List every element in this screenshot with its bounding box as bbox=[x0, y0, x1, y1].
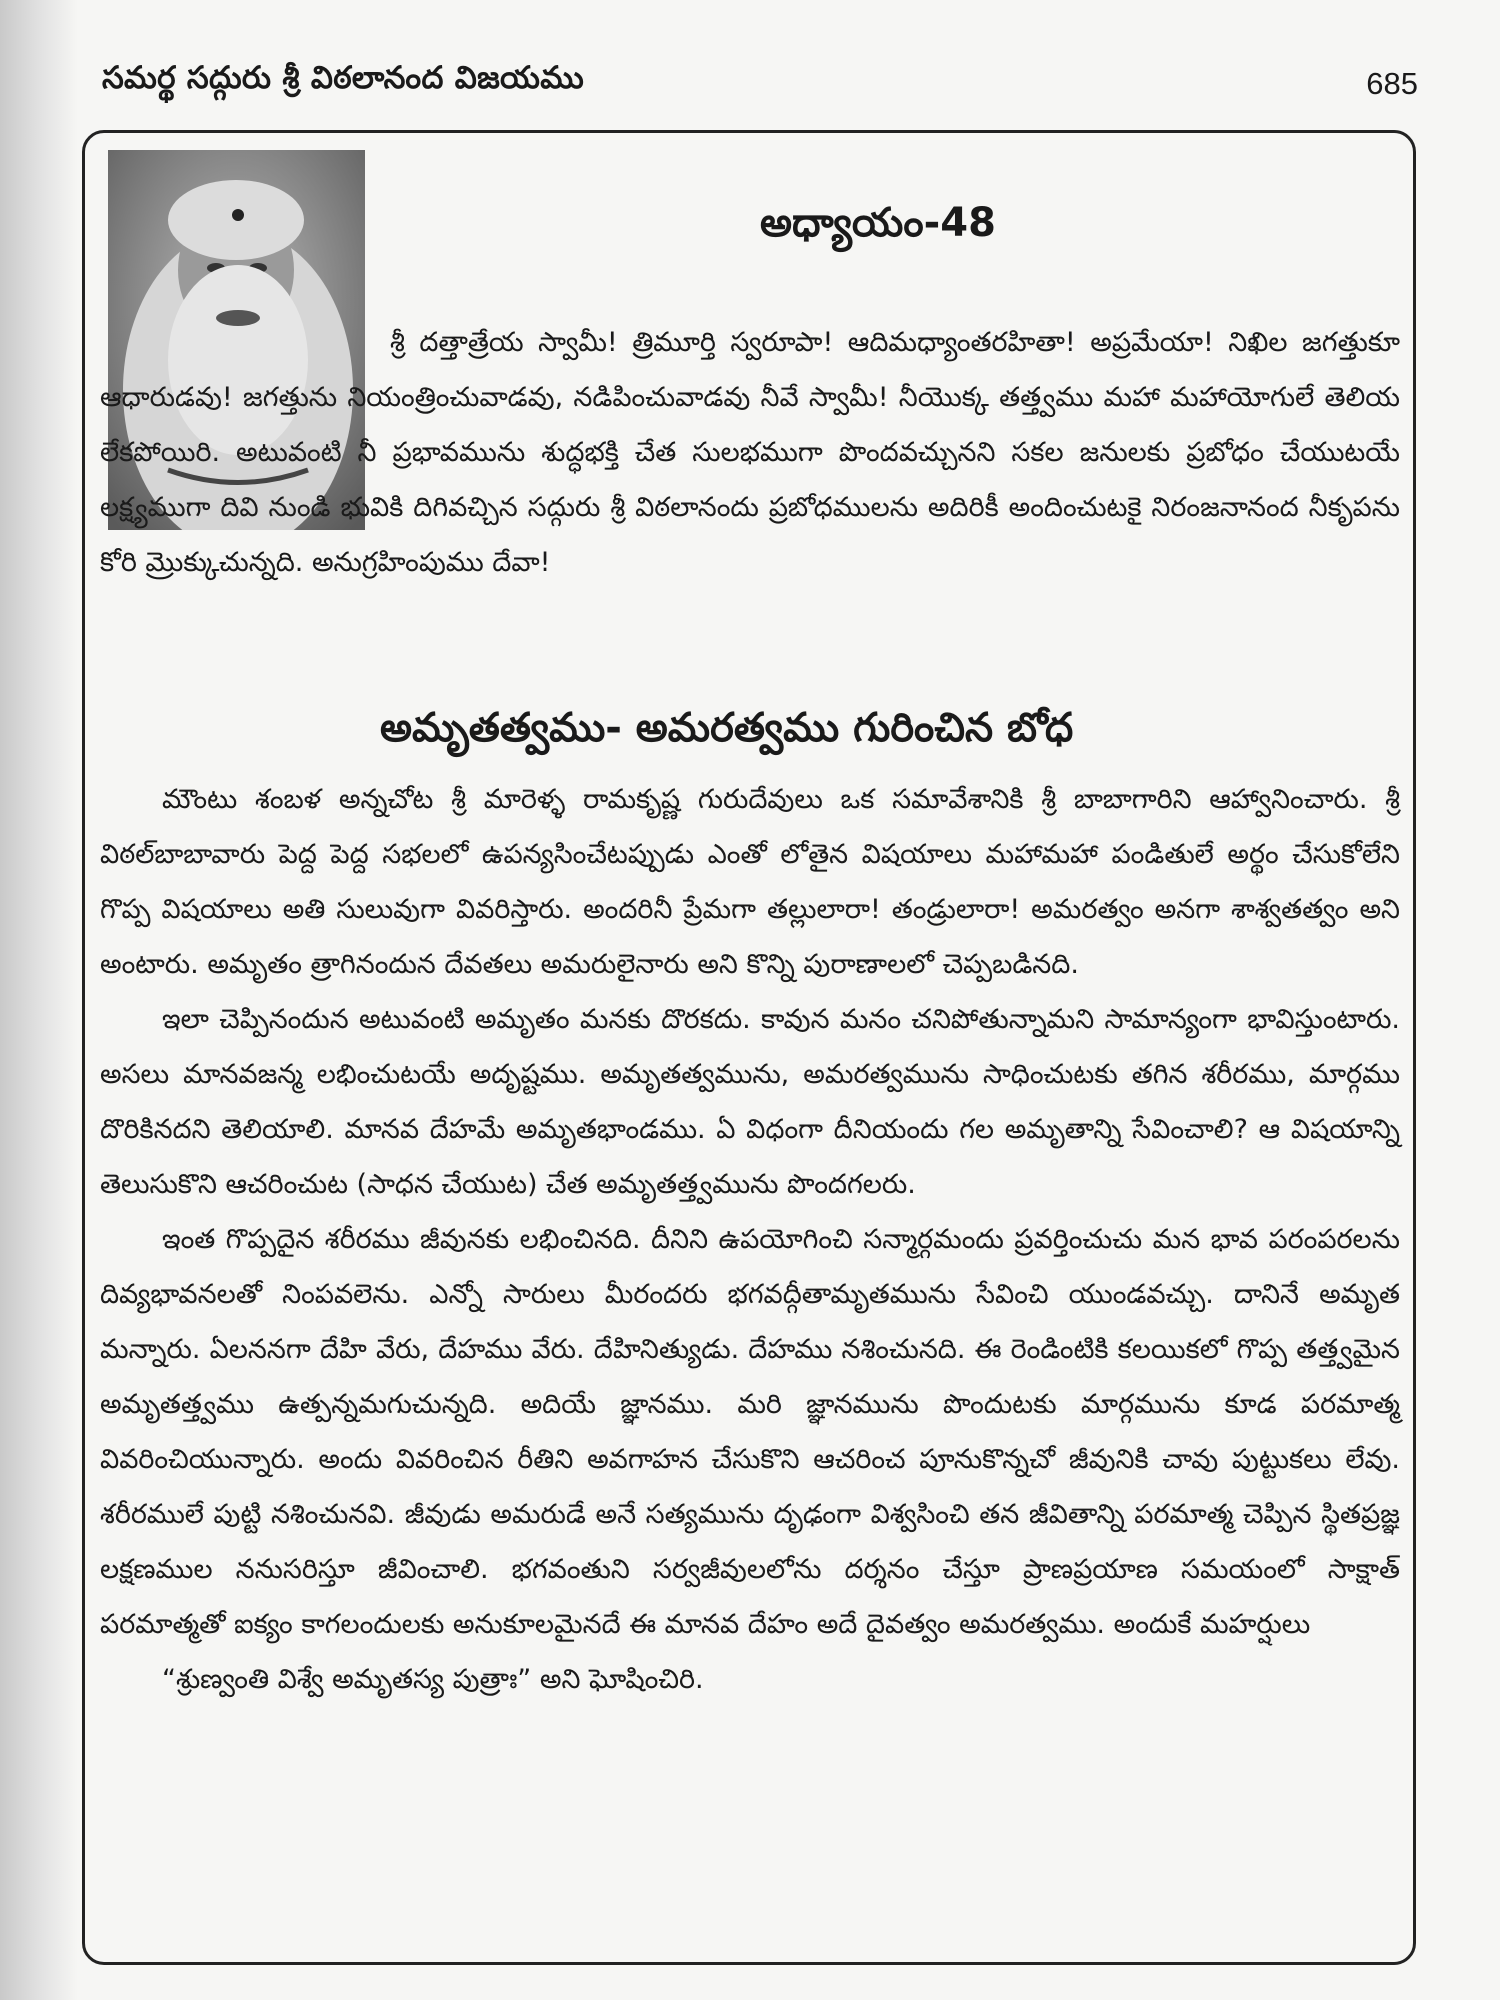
body-paragraph-2: ఇలా చెప్పినందున అటువంటి అమృతం మనకు దొరకదు. కావున మనం చనిపోతున్నామని సామాన్యంగా భావిస్తుంటారు. అసలు మానవజన్మ లభించుటయే అదృష్టము. అమృతత్వమును, అమరత్వమును సాధించుటకు తగిన శరీరము, మార్గము దొరికినదని తెలియాలి. మానవ దేహమే అమృతభాండము. ఏ విధంగా దీనియందు గల అమృతాన్ని సేవించాలి? ఆ విషయాన్ని తెలుసుకొని ఆచరించుట (సాధన చేయుట) చేత అమృతత్త్వమును పొందగలరు. bbox=[100, 1004, 1400, 1200]
page-number: 685 bbox=[1366, 66, 1418, 101]
book-spine-shadow bbox=[0, 0, 78, 2000]
chapter-title: అధ్యాయం-48 bbox=[760, 200, 996, 246]
chapter-intro bbox=[100, 315, 1400, 590]
running-title: సమర్థ సద్గురు శ్రీ విఠలానంద విజయము bbox=[102, 60, 585, 96]
section-heading: అమృతత్వము- అమరత్వము గురించిన బోధ bbox=[380, 705, 1074, 751]
closing-quote: “శ్రుణ్వంతి విశ్వే అమృతస్య పుత్రాః” అని ఘోషించిరి. bbox=[162, 1664, 704, 1695]
body-paragraph-1: మౌంటు శంబళ అన్నచోట శ్రీ మారెళ్ళ రామకృష్ణ గురుదేవులు ఒక సమావేశానికి శ్రీ బాబాగారిని ఆహ్వానించారు. శ్రీ విఠల్‌బాబావారు పెద్ద పెద్ద సభలలో ఉపన్యసించేటప్పుడు ఎంతో లోతైన విషయాలు మహామహా పండితులే అర్థం చేసుకోలేని గొప్ప విషయాలు అతి సులువుగా వివరిస్తారు. అందరినీ ప్రేమగా తల్లులారా! తండ్రులారా! అమరత్వం అనగా శాశ్వతత్వం అని అంటారు. అమృతం త్రాగినందున దేవతలు అమరులైనారు అని కొన్ని పురాణాలలో చెప్పబడినది. bbox=[100, 784, 1400, 980]
section-body bbox=[100, 772, 1400, 1707]
intro-paragraph: శ్రీ దత్తాత్రేయ స్వామీ! త్రిమూర్తి స్వరూపా! ఆదిమధ్యాంతరహితా! అప్రమేయా! నిఖిల జగత్తుకూ ఆధారుడవు! జగత్తును నియంత్రించువాడవు, నడిపించువాడవు నీవే స్వామీ! నీయొక్క తత్త్వము మహా మహాయోగులే తెలియ లేకపోయిరి. అటువంటి నీ ప్రభావమును శుద్ధభక్తి చేత సులభముగా పొందవచ్చునని సకల జనులకు ప్రబోధం చేయుటయే లక్ష్యముగా దివి నుండి భువికి దిగివచ్చిన సద్గురు శ్రీ విఠలానందు ప్రబోధములను అదిరికీ అందించుటకై నిరంజనానంద నీకృపను కోరి మ్రొక్కుచున్నది. అనుగ్రహింపుము దేవా! bbox=[100, 327, 1400, 578]
body-paragraph-3: ఇంత గొప్పదైన శరీరము జీవునకు లభించినది. దీనిని ఉపయోగించి సన్మార్గమందు ప్రవర్తించుచు మన భావ పరంపరలను దివ్యభావనలతో నింపవలెను. ఎన్నో సారులు మీరందరు భగవద్గీతామృతమును సేవించి యుండవచ్చు. దానినే అమృత మన్నారు. ఏలననగా దేహి వేరు, దేహము వేరు. దేహినిత్యుడు. దేహము నశించునది. ఈ రెండింటికి కలయికలో గొప్ప తత్త్వమైన అమృతత్త్వము ఉత్పన్నమగుచున్నది. అదియే జ్ఞానము. మరి జ్ఞానమును పొందుటకు మార్గమును కూడ పరమాత్మ వివరించియున్నారు. అందు వివరించిన రీతిని అవగాహన చేసుకొని ఆచరించ పూనుకొన్నచో జీవునికి చావు పుట్టుకలు లేవు. శరీరములే పుట్టి నశించునవి. జీవుడు అమరుడే అనే సత్యమును దృఢంగా విశ్వసించి తన జీవితాన్ని పరమాత్మ చెప్పిన స్థితప్రజ్ఞ లక్షణముల ననుసరిస్తూ జీవించాలి. భగవంతుని సర్వజీవులలోను దర్శనం చేస్తూ ప్రాణప్రయాణ సమయంలో సాక్షాత్ పరమాత్మతో ఐక్యం కాగలందులకు అనుకూలమైనదే ఈ మానవ దేహం అదే దైవత్వం అమరత్వము. అందుకే మహర్షులు bbox=[100, 1224, 1400, 1640]
